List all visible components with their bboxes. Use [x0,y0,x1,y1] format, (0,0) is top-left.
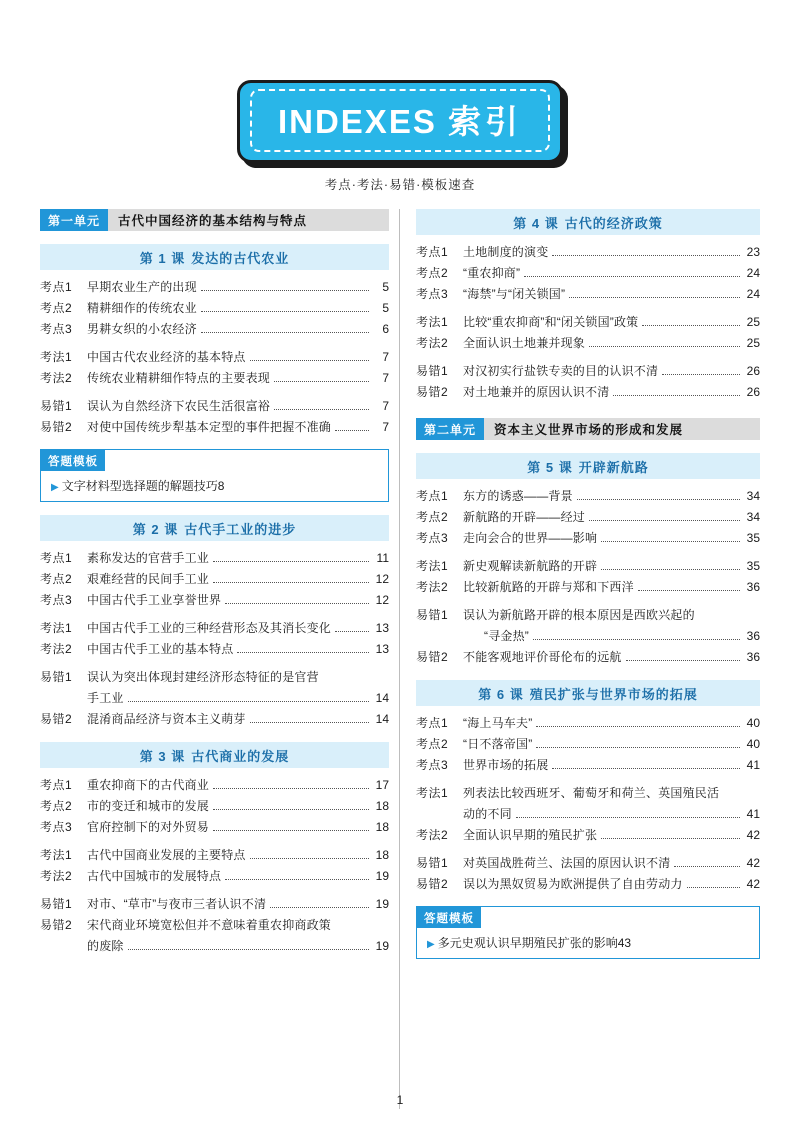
entry-text: 土地制度的演变 [463,245,549,259]
index-entry[interactable] [40,549,389,568]
lesson-title: 古代商业的发展 [191,749,290,764]
entry-text: 对市、“草市”与夜市三者认识不清 [87,897,267,911]
entry-label: 易错2 [416,385,449,399]
unit-tag: 第一单元 [40,209,108,231]
entry-page: 42 [746,828,760,842]
entry-text: 中国古代手工业的基本特点 [87,642,234,656]
index-entry[interactable] [416,264,760,283]
entry-text: “海上马车夫” [463,716,533,730]
index-entry[interactable] [416,529,760,548]
entry-label: 考法2 [416,580,449,594]
entry-label: 易错2 [40,420,73,434]
lesson-title: 古代的经济政策 [564,216,663,231]
lesson-number: 第 2 课 [132,522,179,537]
index-entry[interactable] [40,397,389,416]
entry-page: 5 [382,301,389,315]
entry-page: 34 [746,489,760,503]
entry-label: 易错1 [40,897,73,911]
entry-label: 考点2 [40,572,73,586]
index-entry[interactable] [416,826,760,845]
index-entry[interactable] [40,895,389,914]
entry-group [416,714,760,775]
leader-dots [642,320,740,326]
lesson-header [40,742,389,768]
lesson-title: 古代手工业的进步 [184,522,297,537]
leader-dots [250,717,369,723]
entry-page: 36 [746,580,760,594]
entry-text: 重农抑商下的古代商业 [87,778,210,792]
entry-label: 考法1 [416,559,449,573]
leader-dots [250,853,369,859]
index-entry[interactable] [40,776,389,795]
index-entry[interactable] [40,591,389,610]
leader-dots [128,696,369,702]
entry-page: 19 [375,939,389,953]
entry-text: 中国古代手工业享誉世界 [87,593,222,607]
entry-page: 19 [375,897,389,911]
lesson-title: 开辟新航路 [578,460,649,475]
entry-label: 考点2 [40,301,73,315]
entry-page: 12 [375,593,389,607]
entry-text: 手工业 [87,691,124,705]
title-english: INDEXES [277,103,437,140]
leader-dots [577,494,740,500]
entry-text: 古代中国城市的发展特点 [87,869,222,883]
entry-page: 14 [375,712,389,726]
index-entry[interactable] [40,668,389,687]
answer-template-box [416,906,760,959]
leader-dots [250,355,369,361]
leader-dots [687,882,740,888]
entry-label: 易错1 [416,608,449,622]
entry-text: 误以为黑奴贸易为欧洲提供了自由劳动力 [463,877,683,891]
entry-label: 考点3 [40,322,73,336]
entry-text: 古代中国商业发展的主要特点 [87,848,246,862]
entry-page: 25 [746,336,760,350]
entry-page: 35 [746,559,760,573]
lesson-number: 第 5 课 [527,460,573,475]
entry-text: 对使中国传统步犁基本定型的事件把握不准确 [87,420,332,434]
entry-group [40,668,389,729]
entry-text: 全面认识土地兼并现象 [463,336,586,350]
entry-group [40,846,389,886]
unit-name: 资本主义世界市场的形成和发展 [484,418,760,440]
index-entry[interactable] [40,570,389,589]
triangle-right-icon: ▶ [427,939,435,950]
leader-dots [552,763,740,769]
entry-text: 精耕细作的传统农业 [87,301,197,315]
entry-page: 34 [746,510,760,524]
entry-page: 35 [746,531,760,545]
leader-dots [274,404,369,410]
leader-dots [270,902,369,908]
title-chinese: 索引 [448,103,523,140]
entry-page: 14 [375,691,389,705]
entry-page: 7 [382,420,389,434]
index-entry[interactable] [40,320,389,339]
entry-text: 市的变迁和城市的发展 [87,799,210,813]
lesson-title: 发达的古代农业 [191,251,290,266]
entry-page: 13 [375,642,389,656]
leader-dots [213,804,369,810]
lesson-header [40,515,389,541]
entry-page: 13 [375,621,389,635]
entry-text: 的废除 [87,939,124,953]
entry-label: 考点2 [416,266,449,280]
entry-group [40,619,389,659]
lesson-header [416,209,760,235]
entry-text: 比较新航路的开辟与郑和下西洋 [463,580,634,594]
leader-dots [201,327,369,333]
index-entry[interactable] [41,471,388,494]
entry-text: 多元史观认识早期殖民扩张的影响 [437,936,618,950]
index-entry[interactable] [416,606,760,625]
answer-template-tag: 答题模板 [41,450,105,471]
entry-page: 7 [382,371,389,385]
entry-label: 考点1 [416,489,449,503]
index-entry[interactable] [40,916,389,935]
leader-dots [589,515,740,521]
entry-label: 考点2 [416,510,449,524]
entry-label: 考法2 [40,371,73,385]
left-column [40,209,400,1109]
index-entry-continuation[interactable] [416,805,760,824]
entry-text: 新史观解读新航路的开辟 [463,559,598,573]
entry-text: 对汉初实行盐铁专卖的目的认识不清 [463,364,659,378]
entry-label: 考点1 [416,716,449,730]
entry-label: 易错2 [40,712,73,726]
index-entry-continuation[interactable] [416,627,760,646]
index-entry[interactable] [416,756,760,775]
entry-text: 早期农业生产的出现 [87,280,197,294]
entry-page: 18 [375,848,389,862]
leader-dots [237,647,369,653]
leader-dots [128,944,369,950]
entry-page: 43 [617,936,632,950]
index-entry[interactable] [416,313,760,332]
entry-text: 传统农业精耕细作特点的主要表现 [87,371,271,385]
leader-dots [213,825,369,831]
entry-label: 考法2 [416,336,449,350]
entry-page: 5 [382,280,389,294]
leader-dots [613,390,740,396]
entry-page: 40 [746,737,760,751]
entry-page: 17 [375,778,389,792]
lesson-header [416,680,760,706]
entry-text: 比较“重农抑商”和“闭关锁国”政策 [463,315,639,329]
index-entry[interactable] [416,875,760,894]
leader-dots [213,783,369,789]
entry-label: 易错1 [416,856,449,870]
unit-name: 古代中国经济的基本结构与特点 [108,209,389,231]
entry-text: 动的不同 [463,807,512,821]
entry-text: 中国古代农业经济的基本特点 [87,350,246,364]
index-entry-continuation[interactable] [40,689,389,708]
entry-label: 考点1 [40,778,73,792]
entry-label: 易错2 [416,877,449,891]
leader-dots [335,425,369,431]
entry-group [40,397,389,437]
entry-label: 考点1 [40,551,73,565]
leader-dots [213,577,369,583]
entry-group [416,854,760,894]
entry-group [40,278,389,339]
leader-dots [569,292,740,298]
entry-text: 文字材料型选择题的解题技巧 [61,479,218,493]
entry-text: 中国古代手工业的三种经营形态及其消长变化 [87,621,332,635]
leader-dots [674,861,740,867]
index-entry[interactable] [416,362,760,381]
entry-text: 混淆商品经济与资本主义萌芽 [87,712,246,726]
index-entry[interactable] [40,710,389,729]
entry-label: 考点3 [416,758,449,772]
lesson-number: 第 4 课 [513,216,559,231]
index-entry[interactable] [416,557,760,576]
lesson-header [40,244,389,270]
entry-page: 36 [746,629,760,643]
entry-page: 41 [746,758,760,772]
entry-group [40,549,389,610]
entry-label: 易错1 [40,399,73,413]
entry-text: 新航路的开辟——经过 [463,510,586,524]
entry-page: 24 [746,287,760,301]
entry-group [40,348,389,388]
entry-label: 考法1 [416,786,449,800]
title-box [237,80,563,163]
index-entry[interactable] [417,928,759,951]
index-entry[interactable] [416,334,760,353]
entry-group [416,313,760,353]
right-column [400,209,760,1109]
leader-dots [536,742,740,748]
entry-group [40,776,389,837]
index-entry[interactable] [416,487,760,506]
entry-page: 7 [382,399,389,413]
leader-dots [225,874,369,880]
index-entry[interactable] [40,867,389,886]
entry-text: 列表法比较西班牙、葡萄牙和荷兰、英国殖民活 [463,786,720,800]
entry-label: 易错1 [40,670,73,684]
entry-label: 易错2 [416,650,449,664]
leader-dots [213,556,369,562]
entry-text: 误认为自然经济下农民生活很富裕 [87,399,271,413]
index-entry[interactable] [40,640,389,659]
index-entry[interactable] [416,578,760,597]
unit-banner-2 [416,418,760,440]
answer-template-tag: 答题模板 [417,907,481,928]
entry-page: 18 [375,799,389,813]
leader-dots [589,341,740,347]
leader-dots [516,812,740,818]
unit-banner-1 [40,209,389,231]
leader-dots [536,721,740,727]
leader-dots [533,634,740,640]
entry-page: 26 [746,364,760,378]
entry-page: 23 [746,245,760,259]
unit-tag: 第二单元 [416,418,484,440]
entry-text: 对英国战胜荷兰、法国的原因认识不清 [463,856,671,870]
index-entry[interactable] [40,818,389,837]
lesson-header [416,453,760,479]
entry-text: 宋代商业环境宽松但并不意味着重农抑商政策 [87,918,332,932]
entry-page: 40 [746,716,760,730]
entry-group [416,606,760,667]
index-entry-continuation[interactable] [40,937,389,956]
leader-dots [601,564,740,570]
entry-text: “寻金热” [484,629,529,643]
index-entry[interactable] [416,243,760,262]
index-entry[interactable] [40,846,389,865]
index-entry[interactable] [416,714,760,733]
entry-text: 全面认识早期的殖民扩张 [463,828,598,842]
entry-page: 25 [746,315,760,329]
entry-page: 19 [375,869,389,883]
entry-text: 东方的诱惑——背景 [463,489,573,503]
index-entry[interactable] [40,619,389,638]
leader-dots [335,626,369,632]
title-banner [40,80,760,163]
entry-text: 不能客观地评价哥伦布的远航 [463,650,622,664]
index-entry[interactable] [40,348,389,367]
entry-page: 42 [746,856,760,870]
index-entry[interactable] [40,278,389,297]
entry-page: 36 [746,650,760,664]
entry-text: 男耕女织的小农经济 [87,322,197,336]
index-entry[interactable] [416,735,760,754]
entry-group [416,243,760,304]
title-inner [250,89,550,152]
entry-label: 考点3 [40,820,73,834]
page-number: 1 [396,1093,404,1107]
entry-page: 6 [382,322,389,336]
entry-group [40,895,389,956]
entry-text: “海禁”与“闭关锁国” [463,287,566,301]
entry-group [416,487,760,548]
index-entry[interactable] [416,784,760,803]
columns-container [40,209,760,1109]
page-subtitle: 考点·考法·易错·模板速查 [324,178,476,192]
entry-text: “日不落帝国” [463,737,533,751]
entry-label: 考点3 [416,287,449,301]
entry-label: 考法2 [40,869,73,883]
index-entry[interactable] [416,854,760,873]
entry-text: “重农抑商” [463,266,521,280]
lesson-number: 第 3 课 [139,749,186,764]
entry-label: 考法1 [40,848,73,862]
entry-page: 8 [217,479,225,493]
entry-text: 世界市场的拓展 [463,758,549,772]
index-entry[interactable] [416,508,760,527]
lesson-title: 殖民扩张与世界市场的拓展 [529,687,698,702]
entry-label: 考点1 [416,245,449,259]
entry-group [416,784,760,845]
leader-dots [626,655,740,661]
entry-label: 考法1 [40,350,73,364]
entry-page: 24 [746,266,760,280]
entry-label: 考法1 [416,315,449,329]
leader-dots [662,369,740,375]
leader-dots [201,306,369,312]
leader-dots [601,833,740,839]
entry-label: 考法2 [416,828,449,842]
index-entry[interactable] [40,797,389,816]
entry-label: 考点3 [40,593,73,607]
entry-label: 易错1 [416,364,449,378]
entry-page: 41 [746,807,760,821]
entry-label: 考法2 [40,642,73,656]
entry-label: 易错2 [40,918,73,932]
entry-text: 素称发达的官营手工业 [87,551,210,565]
entry-text: 误认为新航路开辟的根本原因是西欧兴起的 [463,608,695,622]
index-entry[interactable] [416,383,760,402]
entry-page: 11 [376,551,389,565]
leader-dots [201,285,369,291]
entry-label: 考点3 [416,531,449,545]
leader-dots [638,585,740,591]
lesson-number: 第 1 课 [139,251,186,266]
index-entry[interactable] [416,648,760,667]
triangle-right-icon: ▶ [51,482,59,493]
entry-label: 考点2 [416,737,449,751]
entry-page: 42 [746,877,760,891]
entry-text: 误认为突出体现封建经济形态特征的是官营 [87,670,319,684]
answer-template-box [40,449,389,502]
entry-text: 对土地兼并的原因认识不清 [463,385,610,399]
lesson-number: 第 6 课 [478,687,524,702]
leader-dots [552,250,740,256]
entry-group [416,557,760,597]
leader-dots [225,598,369,604]
index-entry[interactable] [40,369,389,388]
entry-text: 官府控制下的对外贸易 [87,820,210,834]
entry-text: 走向会合的世界——影响 [463,531,598,545]
leader-dots [601,536,740,542]
entry-text: 艰难经营的民间手工业 [87,572,210,586]
leader-dots [524,271,740,277]
entry-page: 26 [746,385,760,399]
entry-page: 7 [382,350,389,364]
index-entry[interactable] [416,285,760,304]
entry-label: 考法1 [40,621,73,635]
index-entry[interactable] [40,418,389,437]
entry-group [416,362,760,402]
index-entry[interactable] [40,299,389,318]
entry-label: 考点1 [40,280,73,294]
entry-page: 12 [375,572,389,586]
leader-dots [274,376,369,382]
entry-page: 18 [375,820,389,834]
entry-label: 考点2 [40,799,73,813]
